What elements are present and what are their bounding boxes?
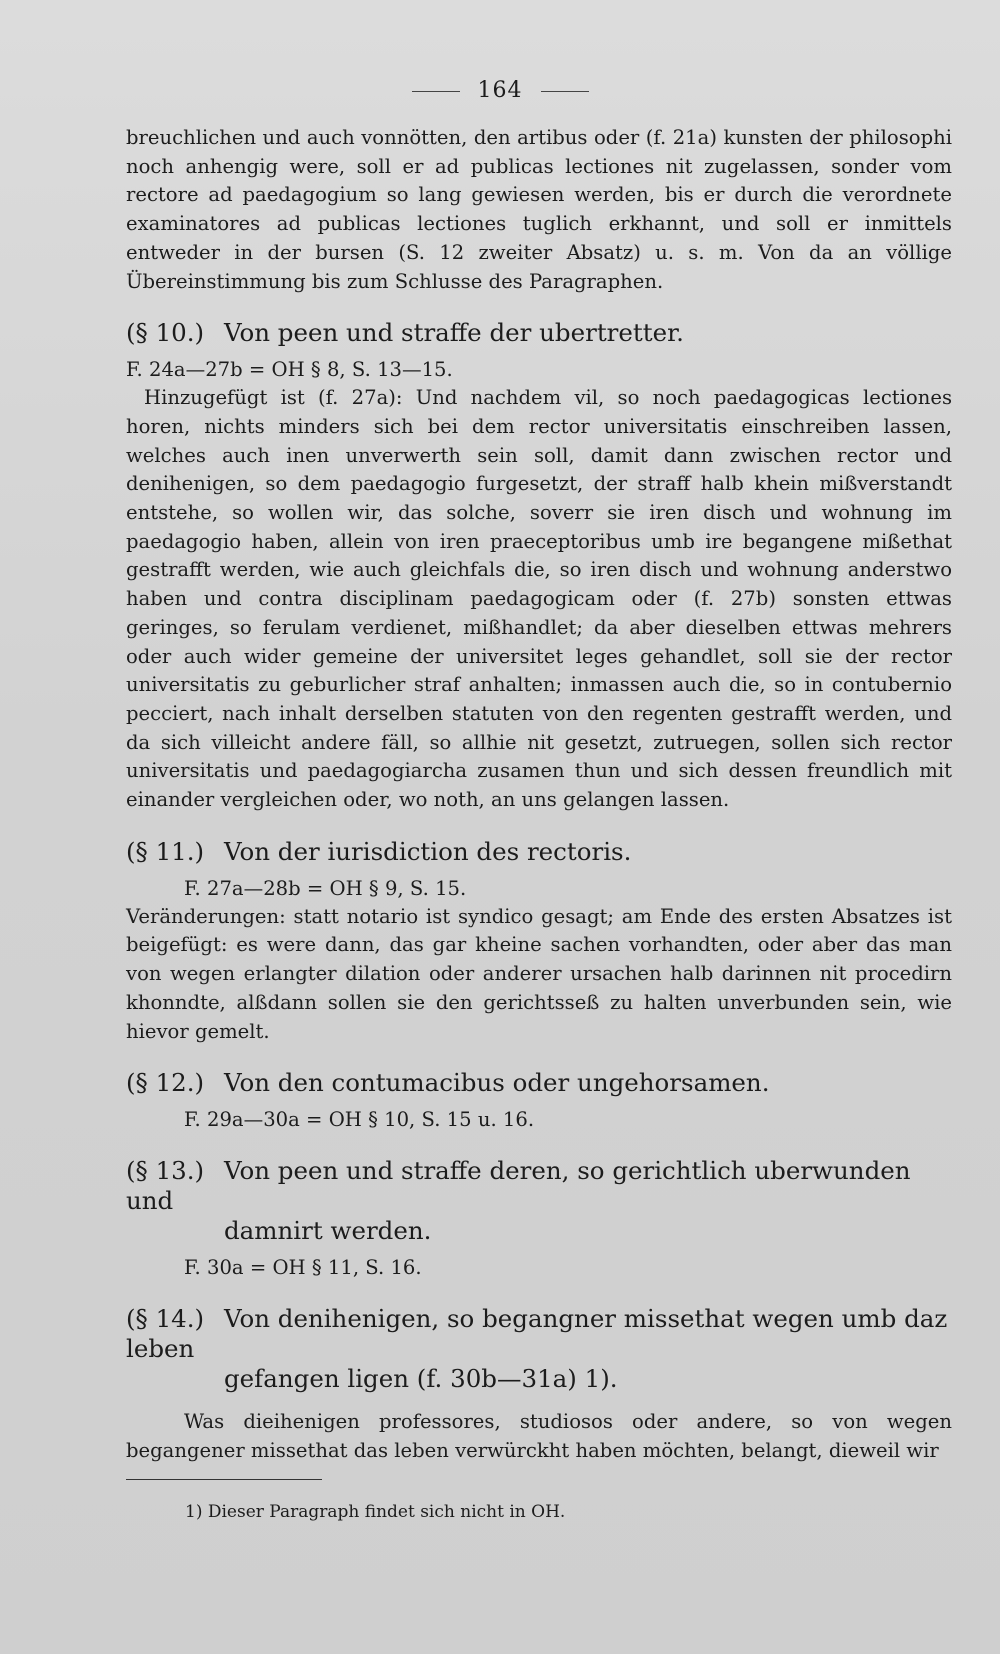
section-12-number: (§ 12.) xyxy=(126,1068,205,1098)
section-10-heading xyxy=(126,318,952,348)
header-dash-left xyxy=(412,91,460,92)
section-11-heading xyxy=(126,837,952,867)
section-13-title-line2: damnirt werden. xyxy=(224,1216,432,1246)
section-10-title: Von peen und straffe der ubertretter. xyxy=(224,318,684,348)
section-14-number: (§ 14.) xyxy=(126,1304,205,1334)
section-14-title-line2: gefangen ligen (f. 30b—31a) 1). xyxy=(224,1364,618,1394)
section-12-source: F. 29a—30a = OH § 10, S. 15 u. 16. xyxy=(184,1108,535,1132)
section-14-heading xyxy=(126,1304,952,1394)
section-10-body: Hinzugefügt ist (f. 27a): Und nachdem vil, so noch paedagogicas lectiones horen, nichts minders sich bei dem rector universitatis einschreiben lassen, welches auch inen unverwerth sein soll, damit dann zwischen rector und denihenigen, so dem paedagogio furgesetzt, der straff halb khein mißverstandt entstehe, so wollen wir, das solche, soverr sie iren disch und wohnung im paedagogio haben, allein von iren praeceptoribus umb ire begangene mißethat gestrafft werden, wie auch gleichfals die, so iren disch und wohnung anderstwo haben und contra disciplinam paedagogicam oder (f. 27b) sonsten ettwas geringes, so ferulam verdienet, mißhandlet; da aber dieselben ettwas mehrers oder auch wider gemeine der universitet leges gehandlet, soll sie der rector universitatis zu geburlicher straf anhalten; inmassen auch die, so in contubernio pecciert, nach inhalt derselben statuten von den regenten gestrafft werden, und da sich villeicht andere fäll, so allhie nit gesetzt, zutruegen, sollen sich rector universitatis und paedagogiarcha zusamen thun und sich dessen freundlich mit einander vergleichen oder, wo noth, an uns gelangen lassen. xyxy=(126,386,952,812)
page-content xyxy=(126,124,952,1466)
footnote-rule xyxy=(126,1479,322,1480)
page-header xyxy=(0,78,1000,103)
section-11-source: F. 27a—28b = OH § 9, S. 15. xyxy=(184,876,467,900)
section-14-body: Was dieihenigen professores, studiosos oder andere, so von wegen begangener missethat das leben verwürckht haben möchten, belangt, dieweil wir xyxy=(126,1410,952,1462)
header-dash-right xyxy=(541,91,589,92)
section-13-source: F. 30a = OH § 11, S. 16. xyxy=(184,1256,422,1280)
section-13-number: (§ 13.) xyxy=(126,1156,205,1186)
section-11-body: Veränderungen: statt notario ist syndico gesagt; am Ende des ersten Absatzes ist beigefügt: es were dann, das gar kheine sachen vorhandten, oder aber das man von wegen erlangter dilation oder anderer ursachen halb darinnen nit procedirn khonndte, alßdann sollen sie den gerichtsseß zu halten unverbunden sein, wie hievor gemelt. xyxy=(126,904,952,1043)
section-12-title: Von den contumacibus oder ungehorsamen. xyxy=(224,1068,770,1098)
section-11-number: (§ 11.) xyxy=(126,836,205,866)
section-12-heading xyxy=(126,1068,952,1098)
section-11-title: Von der iurisdiction des rectoris. xyxy=(224,836,632,866)
section-14-title-line1: Von denihenigen, so begangner missethat wegen umb daz leben xyxy=(126,1304,948,1364)
paragraph-continuation: breuchlichen und auch vonnötten, den artibus oder (f. 21a) kunsten der philosophi noch anhengig were, soll er ad publicas lectiones nit zugelassen, sonder vom rectore ad paedagogium so lang gewiesen werden, bis er durch die verordnete examinatores ad publicas lectiones tuglich erkhannt, und soll er inmittels entweder in der bursen (S. 12 zweiter Absatz) u. s. m. Von da an völlige Übereinstimmung bis zum Schlusse des Paragraphen. xyxy=(126,126,952,293)
section-10-source: F. 24a—27b = OH § 8, S. 13—15. xyxy=(126,358,453,382)
section-13-heading xyxy=(126,1156,952,1246)
page-number: 164 xyxy=(477,78,523,103)
footnote: 1) Dieser Paragraph findet sich nicht in OH. xyxy=(185,1502,566,1522)
section-13-title-line1: Von peen und straffe deren, so gerichtlich uberwunden und xyxy=(126,1156,911,1216)
section-10-number: (§ 10.) xyxy=(126,318,205,348)
